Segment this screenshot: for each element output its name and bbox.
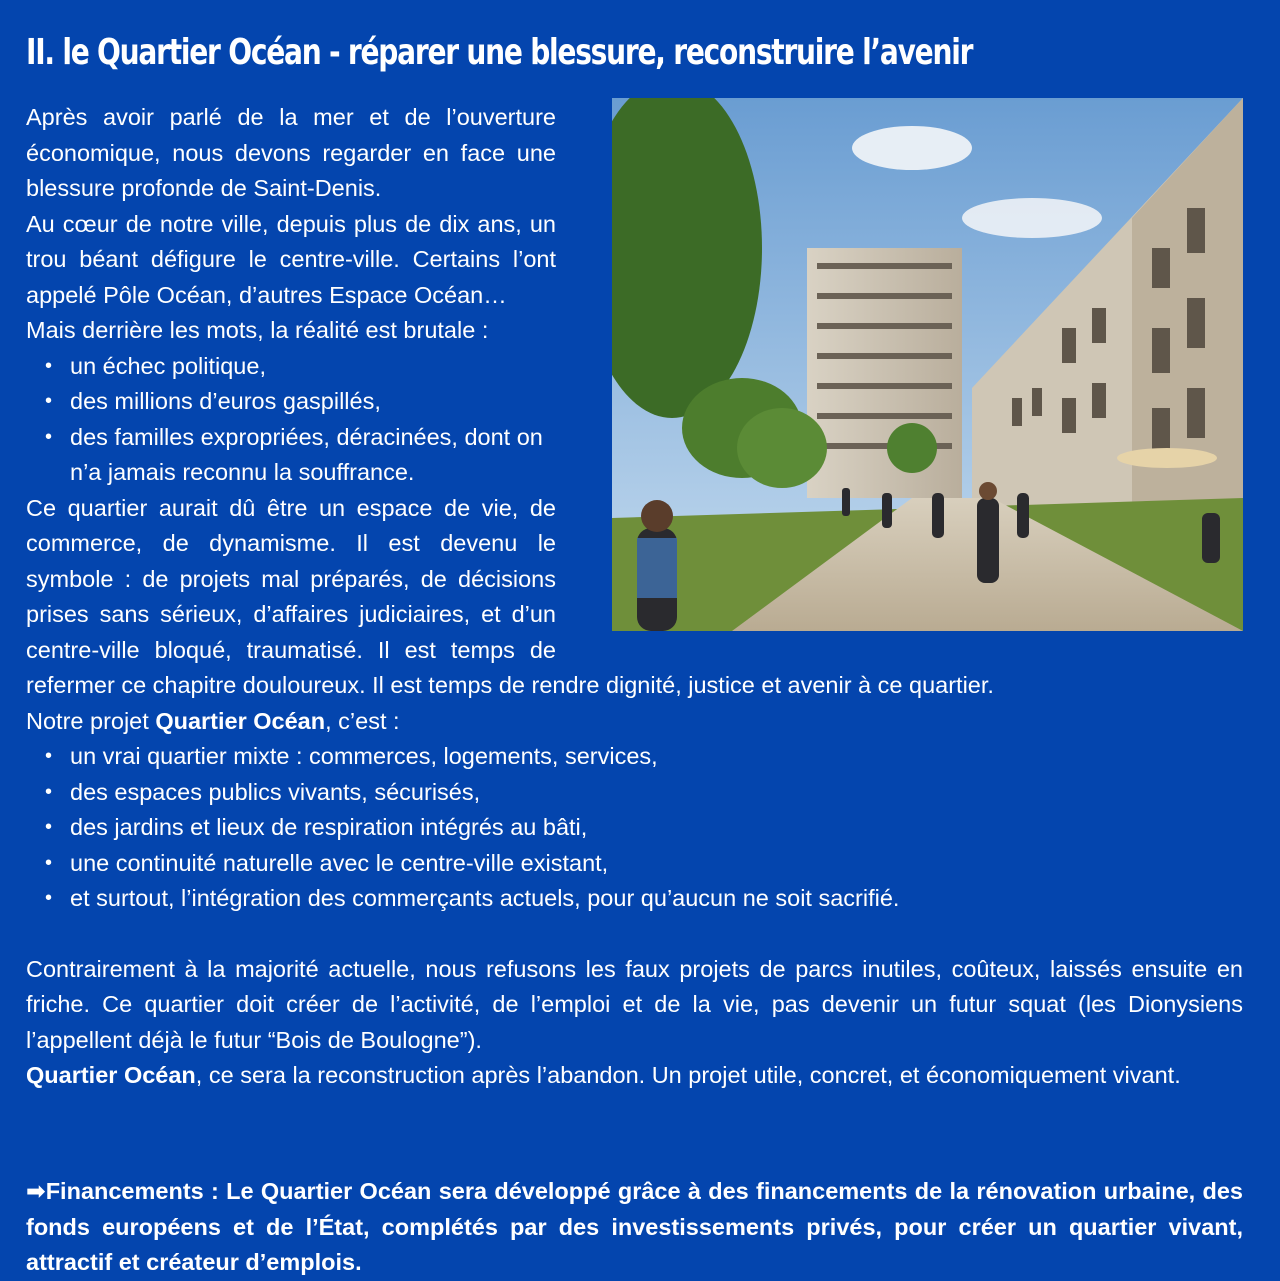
list-item: • des espaces publics vivants, sécurisés, xyxy=(70,775,1243,811)
list-item: • une continuité naturelle avec le centre-ville existant, xyxy=(70,846,1243,882)
intro-paragraph-3: Mais derrière les mots, la réalité est brutale : xyxy=(26,317,489,343)
financing-paragraph: ➡Financements : Le Quartier Océan sera développé grâce à des financements de la rénovation urbaine, des fonds européens et de l’État, complétés par des investissements privés, pour créer un quartier vivant, attractif et créateur d’emplois. xyxy=(26,1177,1243,1275)
list-item: • un vrai quartier mixte : commerces, logements, services, xyxy=(70,739,1243,775)
list-item: • des jardins et lieux de respiration intégrés au bâti, xyxy=(70,810,1243,846)
closing-project-name: Quartier Océan xyxy=(26,1062,196,1088)
intro-paragraph-2: Au cœur de notre ville, depuis plus de dix ans, un trou béant défigure le centre-ville. Certains l’ont appelé Pôle Océan, d’autres Espace Océan… xyxy=(26,210,556,308)
spacer xyxy=(26,917,1243,952)
project-list xyxy=(26,739,1243,917)
contrast-paragraph: Contrairement à la majorité actuelle, nous refusons les faux projets de parcs inutiles, coûteux, laissés ensuite en friche. Ce quartier doit créer de l’activité, de l’emploi et de la vie, pas devenir un futur squat (les Dionysiens l’appellent déjà le futur “Bois de Boulogne”). xyxy=(26,955,1243,1053)
reality-list xyxy=(26,349,1243,491)
main-text xyxy=(26,100,1243,1094)
right-arrow-icon: ➡ xyxy=(26,1177,46,1205)
page-title: II. le Quartier Océan - réparer une blessure, reconstruire l’avenir xyxy=(26,32,973,73)
intro-paragraph-1: Après avoir parlé de la mer et de l’ouverture économique, nous devons regarder en face une blessure profonde de Saint-Denis. xyxy=(26,104,556,201)
list-item: • un échec politique, xyxy=(70,349,1243,385)
list-item: • des familles expropriées, déracinées, dont on n’a jamais reconnu la souffrance. xyxy=(70,420,1243,491)
project-intro: Notre projet Quartier Océan, c’est : xyxy=(26,707,400,734)
project-name: Quartier Océan xyxy=(155,707,326,734)
closing-paragraph: Quartier Océan, ce sera la reconstruction après l’abandon. Un projet utile, concret, et économiquement vivant. xyxy=(26,1062,1181,1088)
list-item: • des millions d’euros gaspillés, xyxy=(70,384,1243,420)
list-item: • et surtout, l’intégration des commerçants actuels, pour qu’aucun ne soit sacrifié. xyxy=(70,881,1243,917)
symbol-paragraph: Ce quartier aurait dû être un espace de vie, de commerce, de dynamisme. Il est devenu le symbole : de projets mal préparés, de décisions prises sans sérieux, d’affaires judiciaires, et d’un centre-ville bloqué, traumatisé. Il est temps de refermer ce chapitre douloureux. Il est temps de rendre dignité, justice et avenir à ce quartier. xyxy=(26,494,994,698)
